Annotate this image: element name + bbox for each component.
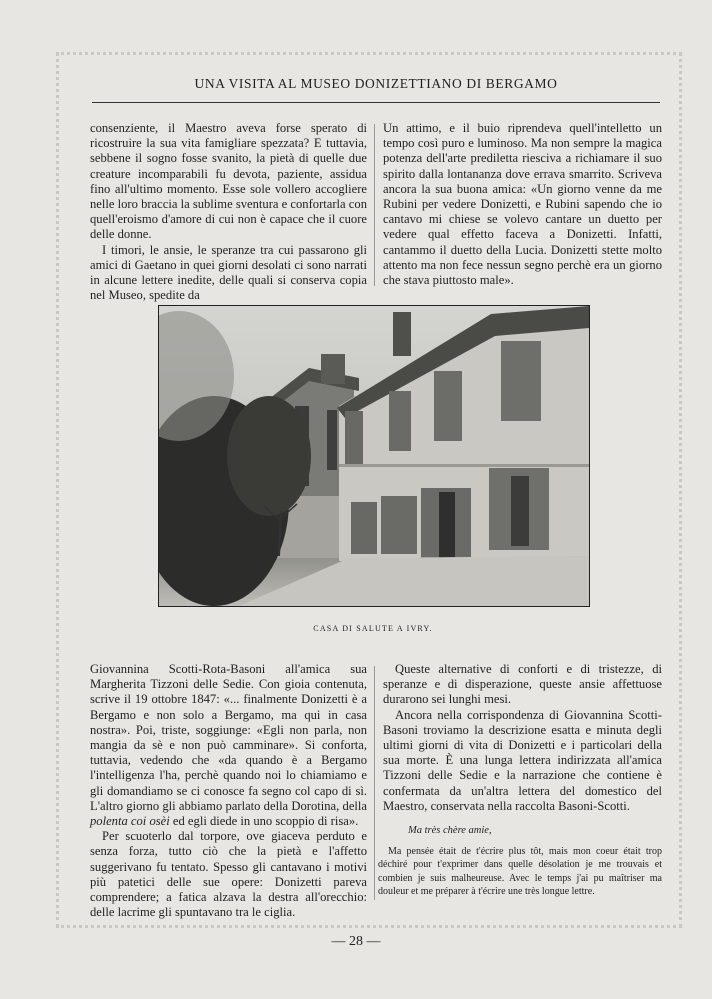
bottom-left-column	[90, 662, 367, 920]
photo-casa-di-salute	[158, 305, 590, 607]
text-span: ed egli diede in uno scoppio di risa».	[169, 814, 359, 829]
top-left-column	[90, 121, 367, 303]
column-divider	[374, 666, 375, 900]
paragraph: Queste alternative di conforti e di tristezze, di speranze e di disperazione, queste ansie affettuose durarono sei lunghi mesi.	[383, 662, 662, 707]
text-span: Giovannina Scotti-Rota-Basoni all'amica sua Margherita Tizzoni delle Sedie. Con gioia contenuta, scrive il 19 ottobre 1847: «... finalmente Donizetti è a Bergamo e non solo a Bergamo, ma qui in casa nostra». Poi, triste, soggiunge: «Egli non parla, non mangia da sè e non può camminare». Si conforta, tuttavia, vedendo che «da quando è a Bergamo l'intelligenza l'ha, perchè quando noi lo chiamiamo e gli domandiamo se ci conosce fa segno col capo di sì. L'altro giorno gli abbiamo parlato della Dorotina, della	[90, 662, 367, 813]
paragraph: Per scuoterlo dal torpore, ove giaceva perduto e senza forza, tutto ciò che la pietà e l'affetto suggerivano fu tentato. Spesso gli cantavano i motivi più patetici delle sue opere: Donizetti pareva comprendere; a fatica alzava la destra all'orecchio: delle lacrime gli spuntavano tra le ciglia.	[90, 829, 367, 920]
italic-phrase: polenta coi osèi	[90, 814, 170, 829]
bottom-right-column	[383, 662, 662, 814]
letter-salutation: Ma très chère amie,	[408, 825, 492, 836]
header-rule	[92, 102, 660, 103]
paragraph: I timori, le ansie, le speranze tra cui passarono gli amici di Gaetano in quei giorni desolati ci sono narrati in alcune lettere inedite, delle quali si conserva copia nel Museo, spedite da	[90, 242, 367, 303]
paragraph: Ancora nella corrispondenza di Giovannina Scotti-Basoni troviamo la descrizione esatta e minuta degli ultimi giorni di vita di Donizetti e i particolari della sua morte. È una lunga lettera indirizzata all'amica Tizzoni delle Sedie e la narrazione che contiene è confermata da un'altra lettera del domestico del Maestro, conservata nella raccolta Basoni-Scotti.	[383, 707, 662, 813]
paragraph: Un attimo, e il buio riprendeva quell'intelletto un tempo così puro e luminoso. Ma non sempre la magica potenza dell'arte prediletta riesciva a richiamare il suo spirito dalla lontananza dove errava smarrito. Scriveva ancora la sua buona amica: «Un giorno venne da me Rubini per vedere Donizetti, e Rubini sapendo che io cantavo mi chiese se volevo cantare un duetto per vedere qual effetto faceva a Donizetti. Infatti, cantammo il duetto della Lucia. Donizetti stette molto attento ma non fece nessun segno perchè era un giorno che stava piuttosto male».	[383, 121, 662, 288]
running-header: UNA VISITA AL MUSEO DONIZETTIANO DI BERGAMO	[194, 76, 558, 91]
page-number: — 28 —	[331, 934, 381, 949]
paragraph: consenziente, il Maestro aveva forse sperato di ricostruire la sua vita famigliare spezzata? E tuttavia, sebbene il sogno fosse svanito, la pietà di quelle due creature incomparabili fu devota, paziente, assidua fino all'ultimo momento. Esse sole vollero accogliere nelle loro braccia la sublime sventura e confortarla con quell'eroismo d'amore di cui non è capace che il cuore delle donne.	[90, 121, 367, 242]
quoted-letter	[378, 824, 662, 898]
paragraph	[90, 662, 367, 829]
figure-caption: CASA DI SALUTE A IVRY.	[313, 624, 433, 633]
column-divider	[374, 124, 375, 286]
letter-body: Ma pensée était de t'écrire plus tôt, mais mon coeur était trop déchiré pour t'exprimer dans quelle désolation je me trouvais et combien je suis malheureuse. Avec le temps j'ai pu maîtriser ma douleur et me préparer à t'écrire une très longue lettre.	[378, 846, 662, 897]
top-right-column	[383, 121, 662, 288]
